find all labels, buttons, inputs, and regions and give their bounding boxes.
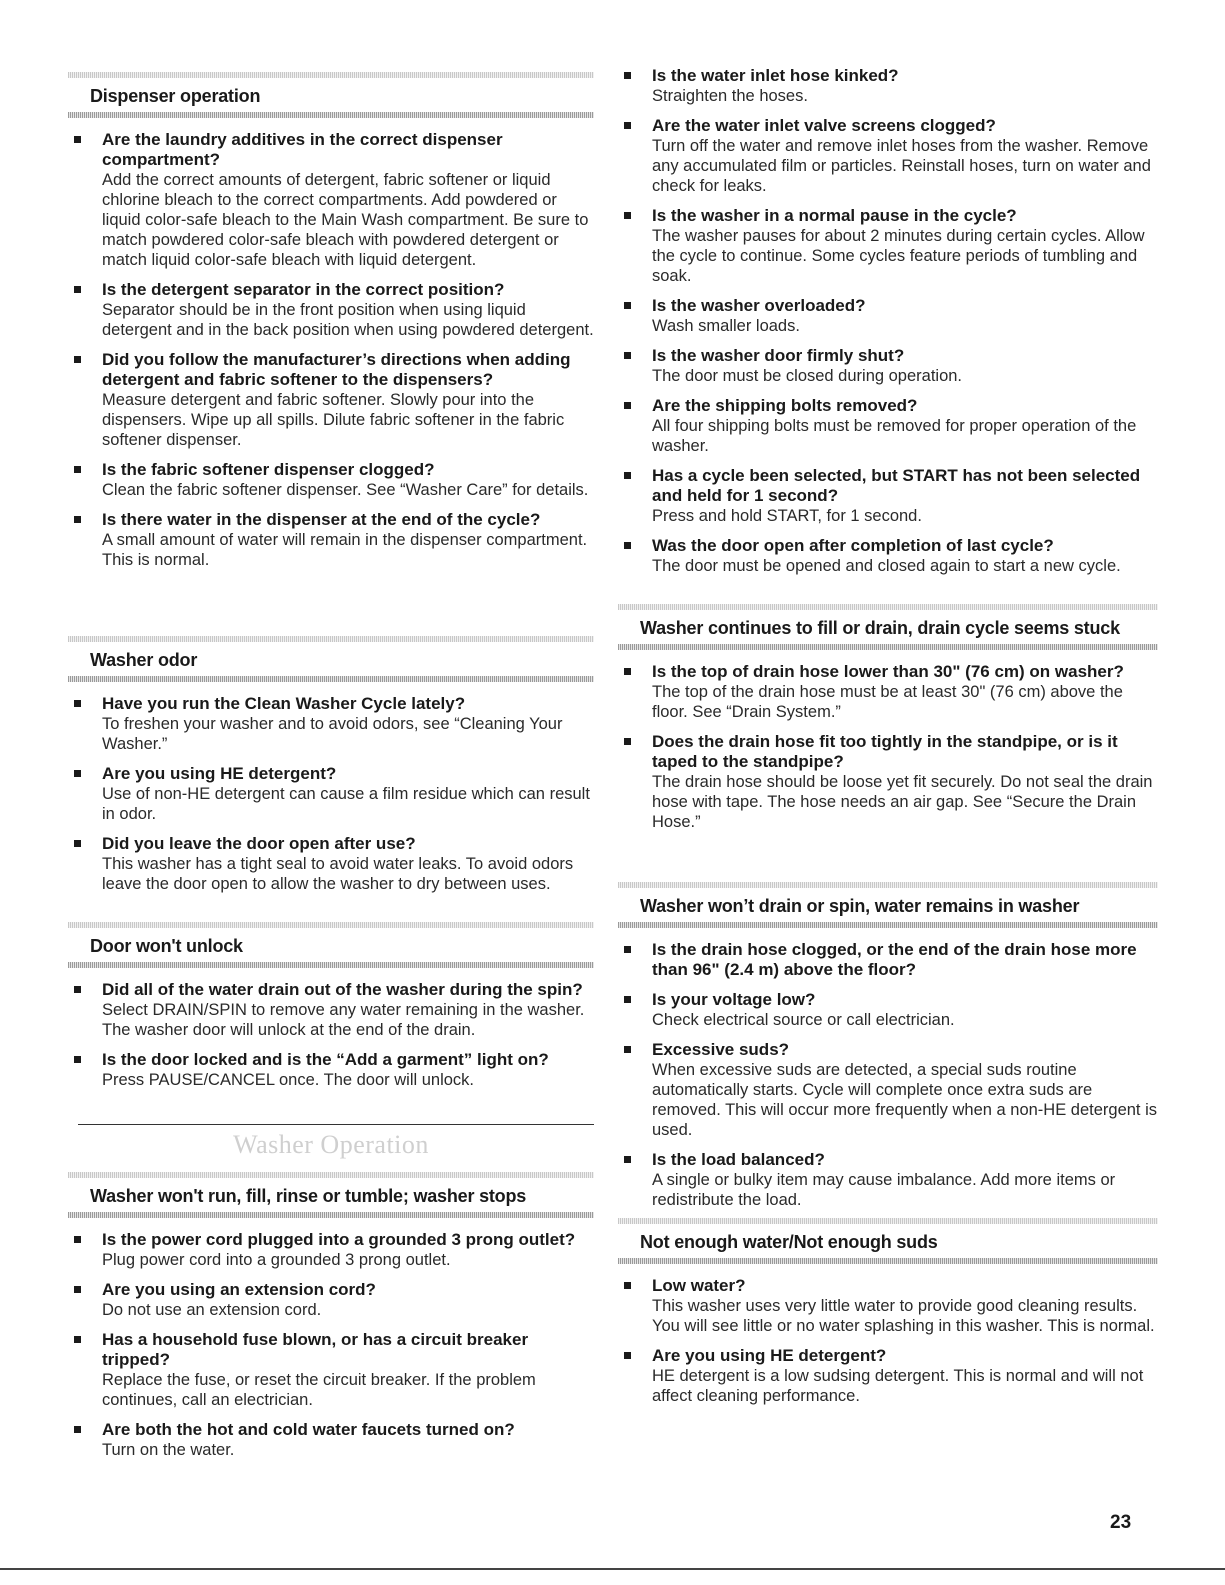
list-item [68, 834, 594, 894]
answer-text: Measure detergent and fabric softener. Slowly pour into the dispensers. Wipe up all spills. Dilute fabric softener in the fabric softener dispenser. [102, 391, 565, 449]
section-band [68, 72, 594, 78]
list-item [68, 460, 594, 500]
question-text: Has a cycle been selected, but START has not been selected and held for 1 second? [652, 466, 1141, 505]
answer-text: When excessive suds are detected, a special suds routine automatically starts. Cycle will complete once extra suds are removed. This will occur more frequently when a non-HE detergent is used. [652, 1061, 1158, 1139]
answer-text: Add the correct amounts of detergent, fabric softener or liquid chlorine bleach to the correct compartments. Add powdered or liquid color-safe bleach to the Main Wash compartment. Be sure to match powdered color-safe bleach with powdered detergent or match liquid color-safe bleach with liquid detergent. [102, 171, 589, 269]
answer-text: Press and hold START, for 1 second. [652, 507, 922, 525]
section-dispenser-operation [68, 72, 594, 580]
answer-text: This washer has a tight seal to avoid water leaks. To avoid odors leave the door open to allow the washer to dry between uses. [102, 855, 574, 893]
bullet-icon [624, 1352, 631, 1359]
question-text: Was the door open after completion of last cycle? [652, 536, 1054, 555]
section-washer-odor [68, 636, 594, 904]
list-item [68, 764, 594, 824]
question-text: Is the washer door firmly shut? [652, 346, 905, 365]
question-text: Are the laundry additives in the correct dispenser compartment? [102, 130, 503, 169]
question-text: Is the door locked and is the “Add a garment” light on? [102, 1050, 549, 1069]
list-item [68, 510, 594, 570]
answer-text: Use of non-HE detergent can cause a film residue which can result in odor. [102, 785, 590, 823]
answer-text: This washer uses very little water to provide good cleaning results. You will see little or no water splashing in this washer. This is normal. [652, 1297, 1155, 1335]
question-text: Excessive suds? [652, 1040, 790, 1059]
section-title: Door won't unlock [90, 936, 243, 956]
section-band [618, 1218, 1158, 1224]
list-item [618, 466, 1158, 526]
section-door-wont-unlock [68, 922, 594, 1100]
list-item [68, 694, 594, 754]
list-item [618, 940, 1158, 980]
section-not-enough-water [618, 1218, 1158, 1416]
list-item [618, 1150, 1158, 1210]
answer-text: Replace the fuse, or reset the circuit breaker. If the problem continues, call an electrician. [102, 1371, 536, 1409]
section-band [68, 676, 594, 682]
section-washer-wont-run [68, 1172, 594, 1470]
bullet-icon [624, 946, 631, 953]
bullet-icon [624, 352, 631, 359]
list-item [618, 346, 1158, 386]
question-text: Is your voltage low? [652, 990, 816, 1009]
list-item [618, 732, 1158, 832]
answer-text: Select DRAIN/SPIN to remove any water remaining in the washer. The washer door will unlock at the end of the drain. [102, 1001, 585, 1039]
answer-text: Plug power cord into a grounded 3 prong outlet. [102, 1251, 451, 1269]
question-text: Are you using HE detergent? [652, 1346, 887, 1365]
list-item [618, 1346, 1158, 1406]
bullet-icon [74, 700, 81, 707]
bullet-icon [624, 302, 631, 309]
answer-text: Press PAUSE/CANCEL once. The door will unlock. [102, 1071, 475, 1089]
section-title: Washer continues to fill or drain, drain cycle seems stuck [640, 618, 1120, 638]
bullet-icon [74, 1236, 81, 1243]
bullet-icon [624, 668, 631, 675]
list-item [68, 130, 594, 270]
list-item [618, 990, 1158, 1030]
answer-text: HE detergent is a low sudsing detergent. This is normal and will not affect cleaning performance. [652, 1367, 1144, 1405]
answer-text: All four shipping bolts must be removed for proper operation of the washer. [652, 417, 1137, 455]
list-item [68, 1330, 594, 1410]
question-text: Are you using an extension cord? [102, 1280, 376, 1299]
list-item [68, 1230, 594, 1270]
answer-text: To freshen your washer and to avoid odors, see “Cleaning Your Washer.” [102, 715, 563, 753]
section-wont-drain [618, 882, 1158, 1220]
answer-text: Straighten the hoses. [652, 87, 808, 105]
section-title: Washer won’t drain or spin, water remains in washer [640, 896, 1080, 916]
answer-text: Separator should be in the front position when using liquid detergent and in the back position when using powdered detergent. [102, 301, 594, 339]
section-band [68, 1172, 594, 1178]
answer-text: Turn on the water. [102, 1441, 235, 1459]
list-item [618, 296, 1158, 336]
question-text: Are both the hot and cold water faucets turned on? [102, 1420, 515, 1439]
question-text: Are the water inlet valve screens clogged? [652, 116, 996, 135]
list-item [618, 536, 1158, 576]
question-text: Is the washer overloaded? [652, 296, 866, 315]
answer-text: The washer pauses for about 2 minutes during certain cycles. Allow the cycle to continue. Some cycles feature periods of tumbling and soak. [652, 227, 1145, 285]
question-text: Did you follow the manufacturer’s directions when adding detergent and fabric softener to the dispensers? [102, 350, 571, 389]
bullet-icon [624, 402, 631, 409]
bullet-icon [624, 738, 631, 745]
section-band [68, 962, 594, 968]
bullet-icon [74, 986, 81, 993]
section-band [618, 882, 1158, 888]
section-band [68, 1212, 594, 1218]
section-divider [78, 1124, 594, 1125]
answer-text: Wash smaller loads. [652, 317, 800, 335]
list-item [618, 396, 1158, 456]
bullet-icon [624, 122, 631, 129]
question-text: Is the drain hose clogged, or the end of the drain hose more than 96" (2.4 m) above the floor? [652, 940, 1137, 979]
section-title: Dispenser operation [90, 86, 261, 106]
section-band [618, 644, 1158, 650]
list-item [68, 280, 594, 340]
question-text: Does the drain hose fit too tightly in the standpipe, or is it taped to the standpipe? [652, 732, 1118, 771]
answer-text: The drain hose should be loose yet fit securely. Do not seal the drain hose with tape. The hose needs an air gap. See “Secure the Drain Hose.” [652, 773, 1153, 831]
page-number: 23 [1110, 1512, 1132, 1533]
bullet-icon [624, 212, 631, 219]
question-text: Is the power cord plugged into a grounded 3 prong outlet? [102, 1230, 576, 1249]
list-item [618, 116, 1158, 196]
bullet-icon [74, 1336, 81, 1343]
bullet-icon [624, 1156, 631, 1163]
section-band [618, 604, 1158, 610]
section-continues-to-fill [618, 604, 1158, 842]
question-text: Is the fabric softener dispenser clogged? [102, 460, 435, 479]
section-title: Washer odor [90, 650, 198, 670]
question-text: Is there water in the dispenser at the end of the cycle? [102, 510, 541, 529]
bullet-icon [74, 1056, 81, 1063]
list-item [618, 206, 1158, 286]
question-text: Is the water inlet hose kinked? [652, 66, 899, 85]
bullet-icon [74, 466, 81, 473]
banner-heading: Washer Operation [233, 1130, 429, 1159]
answer-text: The door must be closed during operation. [652, 367, 963, 385]
section-band [68, 112, 594, 118]
section-continued [618, 66, 1158, 586]
bullet-icon [624, 72, 631, 79]
bullet-icon [74, 1286, 81, 1293]
answer-text: The top of the drain hose must be at least 30" (76 cm) above the floor. See “Drain System.” [652, 683, 1123, 721]
question-text: Has a household fuse blown, or has a circuit breaker tripped? [102, 1330, 529, 1369]
question-text: Are you using HE detergent? [102, 764, 337, 783]
bullet-icon [74, 770, 81, 777]
bullet-icon [624, 996, 631, 1003]
answer-text: Clean the fabric softener dispenser. See “Washer Care” for details. [102, 481, 589, 499]
bullet-icon [74, 1426, 81, 1433]
bullet-icon [624, 472, 631, 479]
question-text: Are the shipping bolts removed? [652, 396, 918, 415]
question-text: Did you leave the door open after use? [102, 834, 416, 853]
section-band [68, 922, 594, 928]
bullet-icon [74, 840, 81, 847]
bullet-icon [624, 1282, 631, 1289]
section-title: Washer won't run, fill, rinse or tumble; washer stops [90, 1186, 527, 1206]
list-item [68, 350, 594, 450]
bullet-icon [74, 136, 81, 143]
question-text: Is the washer in a normal pause in the cycle? [652, 206, 1017, 225]
question-text: Have you run the Clean Washer Cycle lately? [102, 694, 466, 713]
section-title: Not enough water/Not enough suds [640, 1232, 938, 1252]
section-band [618, 1258, 1158, 1264]
list-item [68, 1050, 594, 1090]
answer-text: Turn off the water and remove inlet hoses from the washer. Remove any accumulated film or particles. Reinstall hoses, turn on water and check for leaks. [652, 137, 1151, 195]
question-text: Low water? [652, 1276, 746, 1295]
list-item [68, 1420, 594, 1460]
bullet-icon [624, 1046, 631, 1053]
list-item [68, 1280, 594, 1320]
answer-text: The door must be opened and closed again to start a new cycle. [652, 557, 1121, 575]
question-text: Is the detergent separator in the correct position? [102, 280, 505, 299]
list-item [618, 1276, 1158, 1336]
section-band [68, 636, 594, 642]
question-text: Is the top of drain hose lower than 30" (76 cm) on washer? [652, 662, 1124, 681]
bullet-icon [624, 542, 631, 549]
list-item [618, 1040, 1158, 1140]
bullet-icon [74, 356, 81, 363]
answer-text: Do not use an extension cord. [102, 1301, 322, 1319]
list-item [618, 662, 1158, 722]
answer-text: A single or bulky item may cause imbalance. Add more items or redistribute the load. [652, 1171, 1116, 1209]
bottom-rule [0, 1568, 1225, 1570]
question-text: Is the load balanced? [652, 1150, 825, 1169]
bullet-icon [74, 286, 81, 293]
list-item [618, 66, 1158, 106]
bullet-icon [74, 516, 81, 523]
list-item [68, 980, 594, 1040]
answer-text: A small amount of water will remain in the dispenser compartment. This is normal. [102, 531, 588, 569]
answer-text: Check electrical source or call electrician. [652, 1011, 955, 1029]
question-text: Did all of the water drain out of the washer during the spin? [102, 980, 583, 999]
section-band [618, 922, 1158, 928]
